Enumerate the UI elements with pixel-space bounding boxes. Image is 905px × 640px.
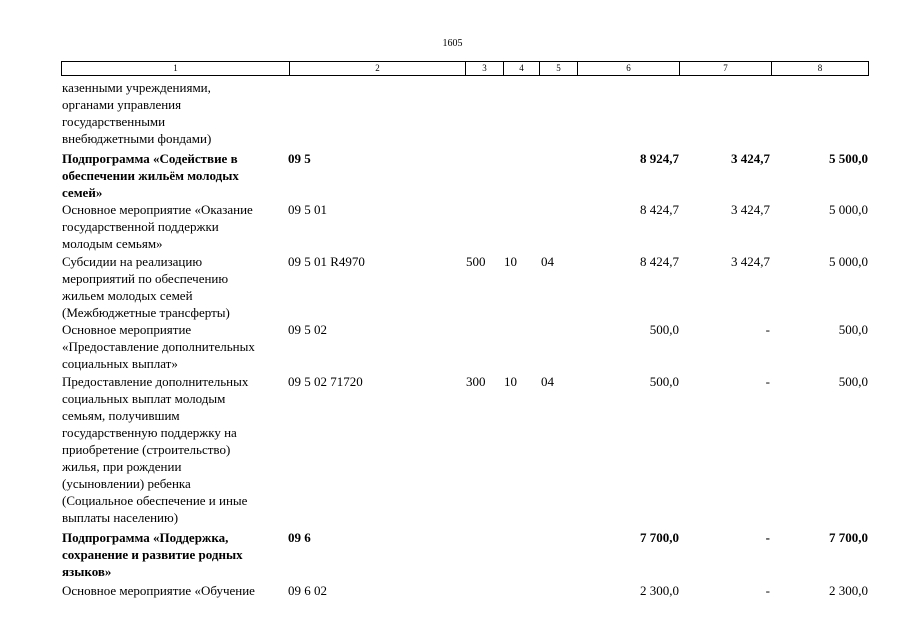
row-amount-col8: 5 000,0 bbox=[829, 254, 868, 269]
row-amount-col7: - bbox=[765, 322, 770, 337]
column-header: 2 bbox=[289, 62, 465, 75]
row-subsection: 04 bbox=[541, 254, 554, 269]
row-amount-col6: 500,0 bbox=[649, 374, 679, 389]
row-name-line: семьям, получившим bbox=[62, 408, 180, 423]
row-expense-type: 500 bbox=[466, 254, 486, 269]
row-name-line: сохранение и развитие родных bbox=[62, 547, 243, 562]
row-code: 09 6 bbox=[288, 530, 311, 545]
column-header: 4 bbox=[503, 62, 539, 75]
row-amount-col8: 5 500,0 bbox=[829, 151, 868, 166]
row-name-line: Основное мероприятие bbox=[62, 322, 192, 337]
row-amount-col8: 7 700,0 bbox=[829, 530, 868, 545]
row-amount-col7: 3 424,7 bbox=[731, 254, 770, 269]
row-name-line: мероприятий по обеспечению bbox=[62, 271, 229, 286]
column-header: 7 bbox=[679, 62, 771, 75]
row-section: 10 bbox=[504, 374, 517, 389]
row-name bbox=[62, 321, 286, 372]
row-code: 09 5 bbox=[288, 151, 311, 166]
row-name bbox=[62, 582, 286, 599]
row-name-line: органами управления bbox=[62, 97, 182, 112]
row-name-line: жилья, при рождении bbox=[62, 459, 182, 474]
row-name-line: Субсидии на реализацию bbox=[62, 254, 203, 269]
row-amount-col8: 500,0 bbox=[838, 374, 868, 389]
row-amount-col7: 3 424,7 bbox=[731, 202, 770, 217]
row-code: 09 6 02 bbox=[288, 583, 327, 598]
row-name-line: (усыновлении) ребенка bbox=[62, 476, 191, 491]
row-name-line: (Социальное обеспечение и иные bbox=[62, 493, 248, 508]
row-amount-col6: 8 424,7 bbox=[640, 202, 679, 217]
column-header: 8 bbox=[771, 62, 868, 75]
row-name-line: социальных выплат молодым bbox=[62, 391, 226, 406]
column-header: 3 bbox=[465, 62, 503, 75]
row-name-line: Основное мероприятие «Оказание bbox=[62, 202, 253, 217]
row-name-line: Основное мероприятие «Обучение bbox=[62, 583, 255, 598]
column-header: 5 bbox=[539, 62, 577, 75]
row-section: 10 bbox=[504, 254, 517, 269]
row-amount-col6: 7 700,0 bbox=[640, 530, 679, 545]
row-name-line: государственной поддержки bbox=[62, 219, 219, 234]
row-name-line: Подпрограмма «Содействие в bbox=[62, 151, 238, 166]
column-header-row bbox=[61, 61, 869, 76]
row-amount-col7: 3 424,7 bbox=[731, 151, 770, 166]
row-amount-col8: 2 300,0 bbox=[829, 583, 868, 598]
row-name-line: Подпрограмма «Поддержка, bbox=[62, 530, 229, 545]
row-name-line: (Межбюджетные трансферты) bbox=[62, 305, 230, 320]
row-code: 09 5 01 R4970 bbox=[288, 254, 365, 269]
row-name bbox=[62, 150, 286, 201]
row-amount-col7: - bbox=[765, 530, 770, 545]
row-name-line: обеспечении жильём молодых bbox=[62, 168, 239, 183]
column-header: 6 bbox=[577, 62, 679, 75]
row-code: 09 5 01 bbox=[288, 202, 327, 217]
page-number: 1605 bbox=[442, 38, 463, 49]
row-name-line: молодым семьям» bbox=[62, 236, 163, 251]
row-name-line: языков» bbox=[62, 564, 112, 579]
row-amount-col6: 8 924,7 bbox=[640, 151, 679, 166]
row-amount-col6: 500,0 bbox=[649, 322, 679, 337]
row-name-line: внебюджетными фондами) bbox=[62, 131, 212, 146]
row-amount-col8: 500,0 bbox=[838, 322, 868, 337]
row-amount-col8: 5 000,0 bbox=[829, 202, 868, 217]
row-name-line: выплаты населению) bbox=[62, 510, 179, 525]
row-name-line: жильем молодых семей bbox=[62, 288, 193, 303]
row-name bbox=[62, 529, 286, 580]
row-name-line: «Предоставление дополнительных bbox=[62, 339, 255, 354]
row-name bbox=[62, 253, 286, 321]
row-amount-col7: - bbox=[765, 583, 770, 598]
row-name-line: семей» bbox=[62, 185, 103, 200]
row-amount-col6: 8 424,7 bbox=[640, 254, 679, 269]
row-name-line: государственными bbox=[62, 114, 166, 129]
row-subsection: 04 bbox=[541, 374, 554, 389]
row-name bbox=[62, 373, 286, 526]
row-name-line: приобретение (строительство) bbox=[62, 442, 231, 457]
row-amount-col7: - bbox=[765, 374, 770, 389]
row-name bbox=[62, 79, 286, 147]
row-name-line: казенными учреждениями, bbox=[62, 80, 211, 95]
row-code: 09 5 02 71720 bbox=[288, 374, 363, 389]
row-name-line: Предоставление дополнительных bbox=[62, 374, 249, 389]
row-amount-col6: 2 300,0 bbox=[640, 583, 679, 598]
column-header: 1 bbox=[173, 63, 178, 73]
row-code: 09 5 02 bbox=[288, 322, 327, 337]
row-name-line: государственную поддержку на bbox=[62, 425, 237, 440]
row-name-line: социальных выплат» bbox=[62, 356, 178, 371]
row-expense-type: 300 bbox=[466, 374, 486, 389]
row-name bbox=[62, 201, 286, 252]
